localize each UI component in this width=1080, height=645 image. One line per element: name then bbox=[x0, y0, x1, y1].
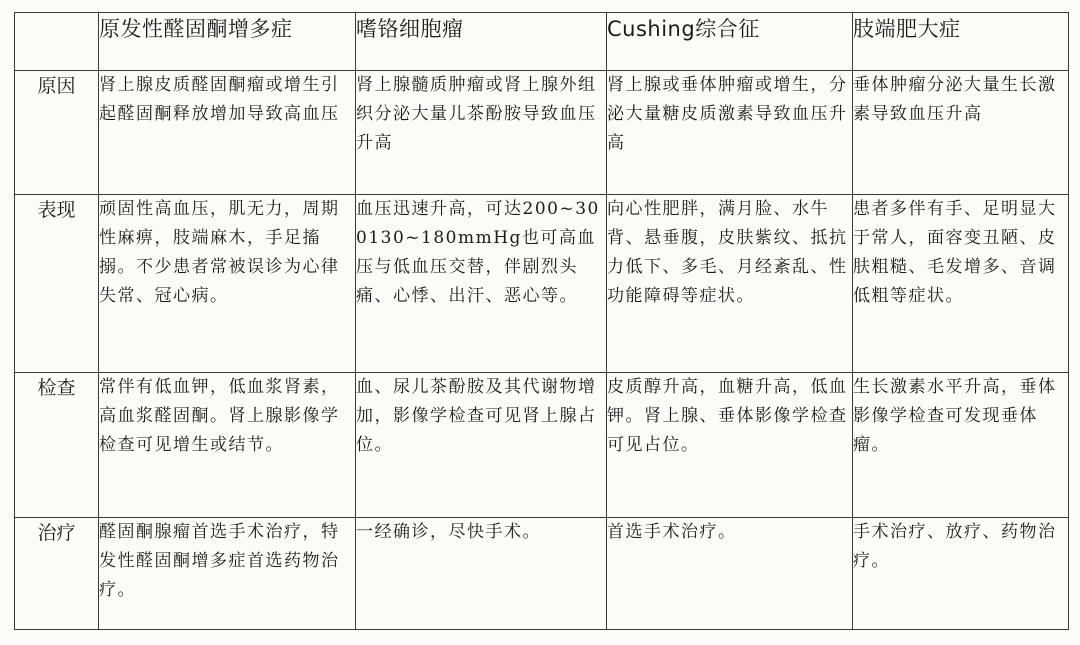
table-cell: 首选手术治疗。 bbox=[607, 518, 853, 630]
column-header-acromegaly: 肢端肥大症 bbox=[853, 13, 1069, 71]
column-header-cushing-syndrome: Cushing综合征 bbox=[607, 13, 853, 71]
table-row bbox=[15, 195, 1069, 373]
corner-cell bbox=[15, 13, 99, 71]
table-cell: 垂体肿瘤分泌大量生长激素导致血压升高 bbox=[853, 71, 1069, 195]
comparison-table bbox=[14, 12, 1069, 630]
table-cell: 常伴有低血钾，低血浆肾素，高血浆醛固酮。肾上腺影像学检查可见增生或结节。 bbox=[99, 373, 356, 518]
column-header-primary-aldosteronism: 原发性醛固酮增多症 bbox=[99, 13, 356, 71]
table-cell: 皮质醇升高，血糖升高，低血钾。肾上腺、垂体影像学检查可见占位。 bbox=[607, 373, 853, 518]
table-cell: 手术治疗、放疗、药物治疗。 bbox=[853, 518, 1069, 630]
table-header-row bbox=[15, 13, 1069, 71]
table-cell: 醛固酮腺瘤首选手术治疗，特发性醛固酮增多症首选药物治疗。 bbox=[99, 518, 356, 630]
row-header-examination: 检查 bbox=[15, 373, 99, 518]
table-cell: 向心性肥胖，满月脸、水牛背、悬垂腹，皮肤紫纹、抵抗力低下、多毛、月经紊乱、性功能障碍等症状。 bbox=[607, 195, 853, 373]
table-cell: 顽固性高血压，肌无力，周期性麻痹，肢端麻木，手足搐搦。不少患者常被误诊为心律失常、冠心病。 bbox=[99, 195, 356, 373]
table-cell: 血压迅速升高，可达200~300130~180mmHg也可高血压与低血压交替，伴剧烈头痛、心悸、出汗、恶心等。 bbox=[356, 195, 607, 373]
table-row bbox=[15, 373, 1069, 518]
table-cell: 肾上腺皮质醛固酮瘤或增生引起醛固酮释放增加导致高血压 bbox=[99, 71, 356, 195]
table-cell: 血、尿儿茶酚胺及其代谢物增加，影像学检查可见肾上腺占位。 bbox=[356, 373, 607, 518]
table-cell: 患者多伴有手、足明显大于常人，面容变丑陋、皮肤粗糙、毛发增多、音调低粗等症状。 bbox=[853, 195, 1069, 373]
table-cell: 肾上腺或垂体肿瘤或增生，分泌大量糖皮质激素导致血压升高 bbox=[607, 71, 853, 195]
table-row bbox=[15, 71, 1069, 195]
table-cell: 生长激素水平升高，垂体影像学检查可发现垂体瘤。 bbox=[853, 373, 1069, 518]
row-header-cause: 原因 bbox=[15, 71, 99, 195]
table-row bbox=[15, 518, 1069, 630]
row-header-manifestation: 表现 bbox=[15, 195, 99, 373]
column-header-pheochromocytoma: 嗜铬细胞瘤 bbox=[356, 13, 607, 71]
table-cell: 一经确诊，尽快手术。 bbox=[356, 518, 607, 630]
table-cell: 肾上腺髓质肿瘤或肾上腺外组织分泌大量儿茶酚胺导致血压升高 bbox=[356, 71, 607, 195]
row-header-treatment: 治疗 bbox=[15, 518, 99, 630]
